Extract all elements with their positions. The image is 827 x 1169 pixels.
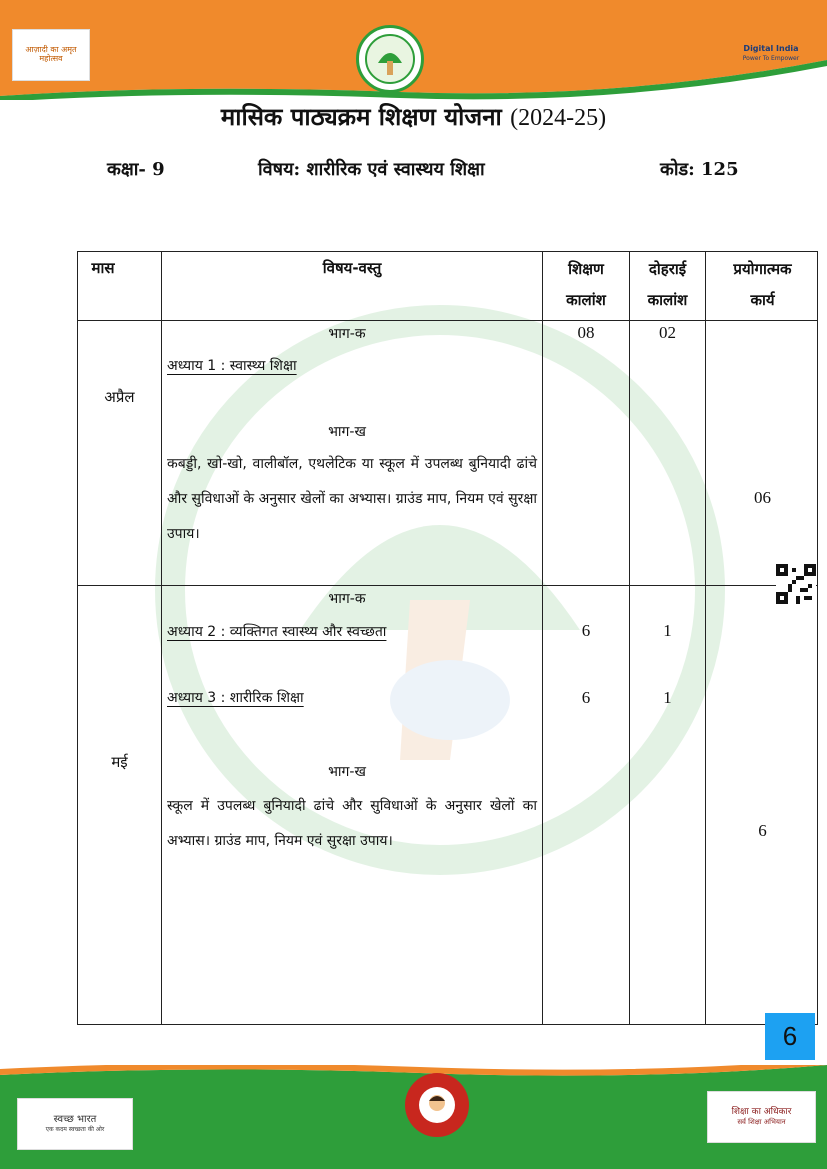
row1-teaching: 08 bbox=[577, 323, 595, 342]
row2-chapter-2-teaching: 6 bbox=[581, 688, 591, 707]
row1-practical: 06 bbox=[754, 488, 771, 507]
row2-practical: 6 bbox=[758, 821, 767, 840]
header-month: मास bbox=[91, 259, 115, 277]
subject-label: विषय: शारीरिक एवं स्वास्थय शिक्षा bbox=[258, 159, 485, 180]
col-divider bbox=[161, 252, 162, 1024]
title-main: मासिक पाठ्यक्रम शिक्षण योजना bbox=[220, 102, 502, 131]
row1-part-b-text: कबड्डी, खो-खो, वालीबॉल, एथलेटिक या स्कूल में उपलब्ध बुनियादी ढांचे और सुविधाओं के अनुसार खेलों का अभ्यास। ग्राउंड माप, नियम एवं सुरक्षा उपाय। bbox=[167, 456, 537, 542]
row2-part-b: भाग-ख bbox=[328, 764, 366, 780]
col-divider bbox=[705, 252, 706, 1024]
row1-month: अप्रैल bbox=[104, 388, 135, 406]
girl-face-icon bbox=[417, 1085, 457, 1125]
left-logo-text: आज़ादी का अमृत महोत्सव bbox=[25, 45, 77, 63]
row1-part-a: भाग-क bbox=[328, 326, 366, 342]
row2-chapter-1: अध्याय 2 : व्यक्तिगत स्वास्थ्य और स्वच्छता bbox=[167, 624, 387, 640]
digital-india-text: Digital India bbox=[743, 44, 799, 54]
swachh-bharat-logo bbox=[17, 1098, 133, 1150]
class-label: कक्षा- 9 bbox=[107, 159, 165, 180]
header-teaching-line2: कालांश bbox=[566, 291, 606, 309]
seal-emblem-icon bbox=[364, 33, 416, 85]
row2-part-a: भाग-क bbox=[328, 591, 366, 607]
header-teaching bbox=[543, 254, 629, 316]
row2-chapter-2-revision: 1 bbox=[663, 688, 672, 707]
header-revision-line1: दोहराई bbox=[648, 260, 687, 278]
header-practical bbox=[706, 254, 819, 316]
page-number-badge: 6 bbox=[765, 1013, 815, 1060]
shiksha-adhikar-text: शिक्षा का अधिकार bbox=[731, 1106, 792, 1117]
row2-month: मई bbox=[111, 753, 128, 771]
page-title bbox=[0, 100, 827, 133]
header-content: विषय-वस्तु bbox=[322, 259, 382, 277]
header-practical-line1: प्रयोगात्मक bbox=[733, 260, 792, 278]
qr-code-icon[interactable] bbox=[776, 564, 816, 604]
shiksha-adhikar-logo bbox=[707, 1091, 816, 1143]
title-year: (2024-25) bbox=[510, 105, 607, 131]
syllabus-table bbox=[77, 251, 818, 1025]
row-divider bbox=[78, 320, 817, 321]
azadi-amrit-mahotsav-logo bbox=[12, 29, 90, 81]
digital-india-logo bbox=[733, 37, 809, 71]
row1-part-b: भाग-ख bbox=[328, 424, 366, 440]
shiksha-adhikar-sub: सर्व शिक्षा अभियान bbox=[737, 1117, 786, 1126]
row-divider bbox=[78, 585, 817, 586]
board-seal-logo bbox=[356, 25, 424, 93]
header-teaching-line1: शिक्षण bbox=[568, 260, 604, 278]
digital-india-sub: Power To Empower bbox=[742, 55, 800, 62]
row2-chapter-2: अध्याय 3 : शारीरिक शिक्षा bbox=[167, 690, 304, 706]
row1-revision: 02 bbox=[659, 323, 676, 342]
row1-chapter: अध्याय 1 : स्वास्थ्य शिक्षा bbox=[167, 358, 297, 374]
header-revision-line2: कालांश bbox=[647, 291, 688, 309]
beti-bachao-logo bbox=[405, 1073, 469, 1137]
swachh-bharat-text: स्वच्छ भारत bbox=[53, 1114, 97, 1126]
header-revision bbox=[630, 254, 705, 316]
swachh-bharat-sub: एक कदम स्वच्छता की ओर bbox=[45, 1126, 105, 1134]
row2-chapter-1-teaching: 6 bbox=[581, 621, 591, 640]
header-practical-line2: कार्य bbox=[750, 291, 775, 309]
row2-chapter-1-revision: 1 bbox=[663, 621, 672, 640]
row2-part-b-text: स्कूल में उपलब्ध बुनियादी ढांचे और सुविधाओं के अनुसार खेलों का अभ्यास। ग्राउंड माप, नियम एवं सुरक्षा उपाय। bbox=[167, 798, 537, 849]
code-label: कोड: 125 bbox=[660, 159, 739, 180]
